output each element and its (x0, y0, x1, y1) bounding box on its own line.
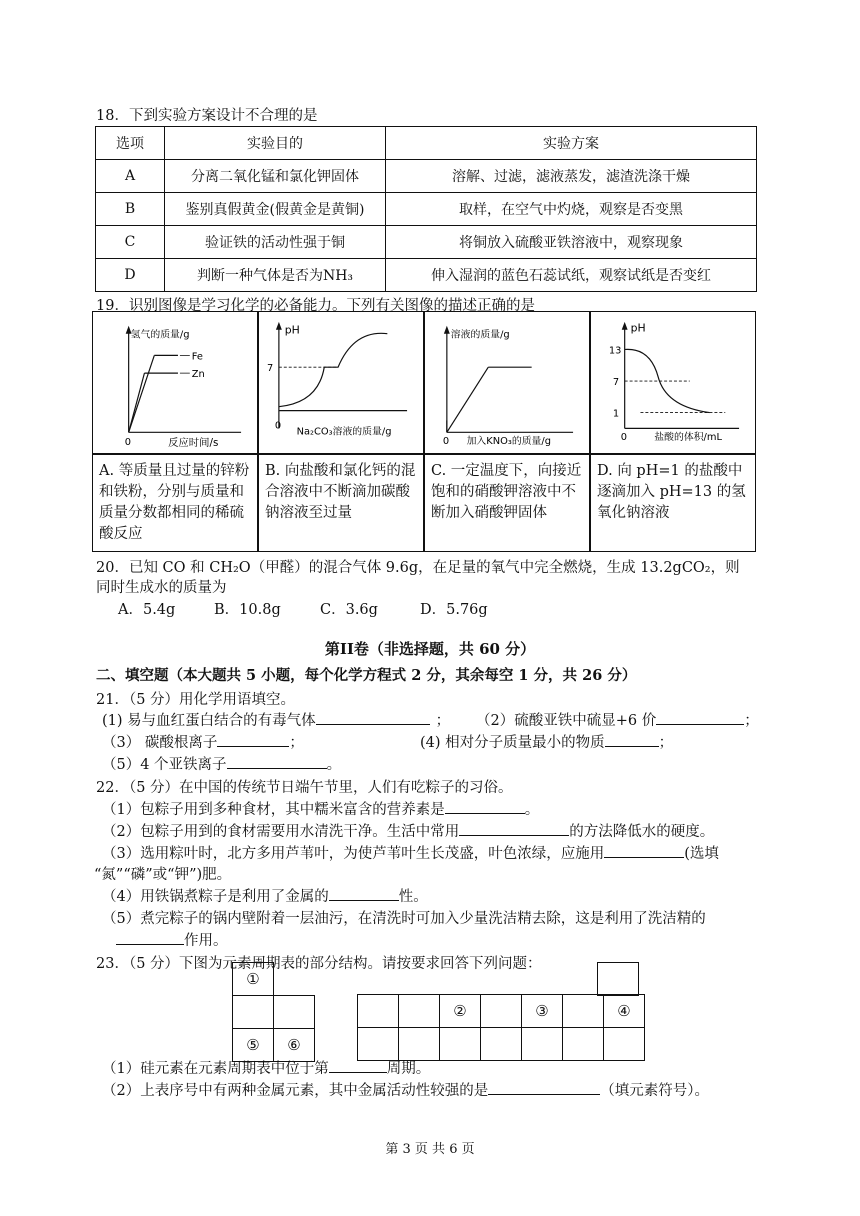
q21-item-4: (4) 相对分子质量最小的物质 ； (420, 731, 673, 752)
row-option: B (96, 193, 165, 226)
graph-d-tick-13: 13 (608, 345, 622, 357)
element-cell (481, 995, 522, 1028)
element-cell (358, 995, 399, 1028)
graph-a (92, 311, 258, 454)
q20-stem-line1: 20．已知 CO 和 CH₂O（甲醛）的混合气体 9.6g，在足量的氧气中完全燃烧，生成 13.2gCO₂，则 (96, 560, 740, 576)
q20-choice-d: D．5.76g (420, 602, 488, 618)
element-cell (563, 1028, 604, 1061)
element-cell (563, 995, 604, 1028)
element-cell (481, 1028, 522, 1061)
graph-b-ylabel: pH (284, 323, 300, 337)
answer-blank[interactable] (227, 754, 327, 769)
q18-table (95, 126, 757, 292)
row-option: C (96, 226, 165, 259)
graph-d-origin: 0 (620, 432, 628, 444)
q19-option-c: C. 一定温度下，向接近饱和的硝酸钾溶液中不断加入硝酸钾固体 (424, 454, 590, 552)
graph-c (424, 311, 590, 454)
graph-b-svg (259, 312, 423, 453)
element-cell-5: ⑤ (233, 1029, 274, 1062)
graph-d-svg (591, 312, 755, 453)
q22-item-5: （5）煮完粽子的锅内壁附着一层油污，在清洗时可加入少量洗洁精去除，这是利用了洗洁精的 (102, 911, 706, 927)
q21-item-2: （2）硫酸亚铁中硫显+6 价 ； (476, 709, 759, 730)
answer-blank[interactable] (217, 732, 289, 747)
element-cell (440, 1028, 481, 1061)
q22-item-1: （1）包粽子用到多种食材，其中糯米富含的营养素是 。 (102, 798, 539, 819)
element-cell (233, 996, 274, 1029)
graph-c-ylabel: 溶液的质量/g (450, 329, 510, 341)
q22-item-4: （4）用铁锅煮粽子是利用了金属的 性。 (102, 885, 428, 906)
element-cell-noble (598, 963, 639, 996)
element-cell-6: ⑥ (274, 1029, 315, 1062)
row-option: A (96, 160, 165, 193)
header-option: 选项 (96, 127, 165, 160)
header-plan: 实验方案 (386, 127, 757, 160)
answer-blank[interactable] (459, 821, 569, 836)
row-plan: 取样，在空气中灼烧，观察是否变黑 (386, 193, 757, 226)
graph-a-xlabel: 反应时间/s (168, 437, 219, 450)
row-plan: 溶解、过滤，滤液蒸发，滤渣洗涤干燥 (386, 160, 757, 193)
graph-a-svg (93, 312, 257, 453)
answer-blank[interactable] (605, 732, 659, 747)
answer-blank[interactable] (316, 710, 430, 725)
graph-d-tick-1: 1 (612, 408, 620, 420)
row-purpose: 验证铁的活动性强于铜 (165, 226, 386, 259)
q21-stem: 21．（5 分）用化学用语填空。 (96, 692, 296, 708)
q21-item-1: (1) 易与血红蛋白结合的有毒气体 ； (102, 709, 450, 730)
element-cell (399, 995, 440, 1028)
graph-a-ylabel: 氢气的质量/g (130, 329, 190, 341)
answer-blank[interactable] (488, 1080, 600, 1095)
q21-item-5: （5）4 个亚铁离子 。 (102, 753, 341, 774)
q22-item-2: （2）包粽子用到的食材需要用水清洗干净。生活中常用 的方法降低水的硬度。 (102, 820, 714, 841)
q22-stem: 22．（5 分）在中国的传统节日端午节里，人们有吃粽子的习俗。 (96, 780, 513, 796)
graph-d (590, 311, 756, 454)
table-row (96, 160, 757, 193)
graph-d-tick-7: 7 (612, 376, 620, 388)
element-cell-4: ④ (604, 995, 645, 1028)
table-row (96, 193, 757, 226)
element-cell (399, 1028, 440, 1061)
q22-item-3: （3）选用粽叶时，北方多用芦苇叶，为使芦苇叶生长茂盛，叶色浓绿，应施用 (选填 (102, 842, 719, 863)
answer-blank[interactable] (445, 799, 525, 814)
q23-item-2: （2）上表序号中有两种金属元素，其中金属活动性较强的是 （填元素符号）。 (102, 1079, 709, 1100)
q21-item-3: （3） 碳酸根离子 ； (102, 731, 304, 752)
answer-blank[interactable] (329, 1058, 387, 1073)
section-heading: 二、填空题（本大题共 5 小题，每个化学方程式 2 分，其余每空 1 分，共 26 分） (96, 667, 637, 684)
graph-c-origin: 0 (442, 436, 450, 448)
q22-item-3-cont: “氮”“磷”或“钾”)肥。 (94, 867, 232, 883)
q20-choice-c: C．3.6g (320, 602, 378, 618)
q23-stem: 23．（5 分）下图为元素周期表的部分结构。请按要求回答下列问题： (96, 956, 542, 972)
page-footer: 第 3 页 共 6 页 (385, 1142, 475, 1157)
row-purpose: 判断一种气体是否为NH₃ (165, 259, 386, 292)
q18-stem: 18．下到实验方案设计不合理的是 (96, 108, 318, 124)
element-cell-3: ③ (522, 995, 563, 1028)
q19-stem: 19．识别图像是学习化学的必备能力。下列有关图像的描述正确的是 (96, 298, 535, 314)
q19-option-b: B. 向盐酸和氯化钙的混合溶液中不断滴加碳酸钠溶液至过量 (258, 454, 424, 552)
q22-item-5-cont: 作用。 (116, 929, 228, 950)
graph-c-svg (425, 312, 589, 453)
answer-blank[interactable] (656, 710, 744, 725)
row-plan: 将铜放入硫酸亚铁溶液中，观察现象 (386, 226, 757, 259)
element-cell (274, 996, 315, 1029)
graph-a-origin: 0 (124, 437, 131, 449)
graph-d-xlabel: 盐酸的体积/mL (654, 432, 722, 444)
row-purpose: 鉴别真假黄金(假黄金是黄铜) (165, 193, 386, 226)
answer-blank[interactable] (329, 886, 399, 901)
graph-a-series-fe: Fe (191, 351, 203, 363)
graph-c-xlabel: 加入KNO₃的质量/g (466, 436, 552, 448)
q19-option-a: A. 等质量且过量的锌粉和铁粉，分别与质量和质量分数都相同的稀硫酸反应 (92, 454, 258, 552)
element-cell-1: ① (233, 963, 274, 996)
part2-title: 第II卷（非选择题，共 60 分） (324, 640, 536, 658)
answer-blank[interactable] (116, 930, 184, 945)
element-cell (522, 1028, 563, 1061)
graph-d-ylabel: pH (630, 321, 646, 335)
table-row (96, 226, 757, 259)
q20-stem-line2: 同时生成水的质量为 (96, 580, 227, 596)
q23-item-1: （1）硅元素在元素周期表中位于第 周期。 (102, 1057, 430, 1078)
graph-b (258, 311, 424, 454)
graph-b-xlabel: Na₂CO₃溶液的质量/g (296, 426, 392, 438)
answer-blank[interactable] (604, 843, 684, 858)
header-purpose: 实验目的 (165, 127, 386, 160)
graph-a-series-zn: Zn (191, 369, 205, 381)
graph-b-origin: 0 (274, 420, 282, 432)
row-plan: 伸入湿润的蓝色石蕊试纸，观察试纸是否变红 (386, 259, 757, 292)
table-row (96, 259, 757, 292)
element-cell (604, 1028, 645, 1061)
element-cell (358, 1028, 399, 1061)
row-purpose: 分离二氧化锰和氯化钾固体 (165, 160, 386, 193)
element-cell-2: ② (440, 995, 481, 1028)
q19-option-d: D. 向 pH=1 的盐酸中逐滴加入 pH=13 的氢氧化钠溶液 (590, 454, 756, 552)
q20-choice-a: A．5.4g (118, 602, 176, 618)
q20-choice-b: B．10.8g (214, 602, 281, 618)
row-option: D (96, 259, 165, 292)
graph-b-tick-7: 7 (267, 363, 274, 375)
